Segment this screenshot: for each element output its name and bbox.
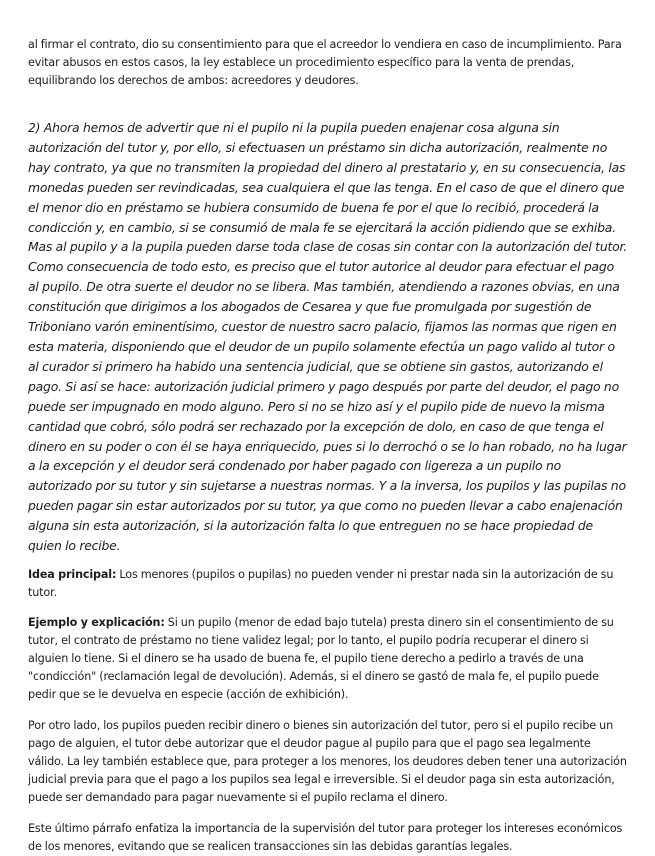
main-idea-text: Los menores (pupilos o pupilas) no pueden vender ni prestar nada sin la autorización de su tutor. [28, 567, 614, 599]
example-text: Si un pupilo (menor de edad bajo tutela) presta dinero sin el consentimiento de su tutor, el contrato de préstamo no tiene validez legal; por lo tanto, el pupilo podría recuperar el dinero si alguien lo tiene. Si el dinero se ha usado de buena fe, el pupilo tiene derecho a pedirlo a través de una "condicción" (reclamación legal de devolución). Además, si el dinero se gastó de mala fe, el pupilo puede pedir que se le devuelva en especie (acción de exhibición). [28, 615, 614, 701]
main-idea-label: Idea principal: [28, 567, 117, 581]
closing-paragraph: Este último párrafo enfatiza la importancia de la supervisión del tutor para proteger los intereses económicos de los menores, evitando que se realicen transacciones sin las debidas garantías legales. [28, 821, 623, 853]
quoted-legal-text: 2) Ahora hemos de advertir que ni el pupilo ni la pupila pueden enajenar cosa alguna sin autorización del tutor y, por ello, si efectuasen un préstamo sin dicha autorización, realmente no hay contrato, ya que no transmiten la propiedad del dinero al prestatario y, en su consecuencia, las monedas pueden ser revindicadas, sea cualquiera el que las tenga. En el caso de que el dinero que el menor dio en préstamo se hubiera consumido de buena fe por el que lo recibió, procederá la condicción y, en cambio, si se consumió de mala fe se ejercitará la acción pidiendo que se exhiba. Mas al pupilo y a la pupila pueden darse toda clase de cosas sin contar con la autorización del tutor. Como consecuencia de todo esto, es preciso que el tutor autorice al deudor para efectuar el pago al pupilo. De otra suerte el deudor no se libera. Mas también, atendiendo a razones obvias, en una constitución que dirigimos a los abogados de Cesarea y que fue promulgada por sugestión de Triboniano varón eminentísimo, cuestor de nuestro sacro palacio, fijamos las normas que rigen en esta materia, disponiendo que el deudor de un pupilo solamente efectúa un pago valido al tutor o al curador si primero ha habido una sentencia judicial, que se obtiene sin gastos, autorizando el pago. Si así se hace: autorización judicial primero y pago después por parte del deudor, el pago no puede ser impugnado en modo alguno. Pero si no se hizo así y el pupilo pide de nuevo la misma cantidad que cobró, sólo podrá ser rechazado por la excepción de dolo, en caso de que tenga el dinero en su poder o con él se haya enriquecido, pues si lo derrochó o se lo han robado, no ha lugar a la excepción y el deudor será condenado por haber pagado con ligereza a un pupilo no autorizado por su tutor y sin sujetarse a nuestras normas. Y a la inversa, los pupilos y las pupilas no pueden pagar sin estar autorizados por su tutor, ya que como no pueden llevar a cabo enajenación alguna sin esta autorización, si la autorización falta lo que entreguen no se hace propiedad de quien lo recibe. [28, 120, 628, 554]
example-label: Ejemplo y explicación: [28, 615, 165, 629]
document-page [28, 36, 628, 856]
example-paragraph [28, 614, 628, 704]
main-idea-paragraph [28, 566, 628, 602]
intro-paragraph: al firmar el contrato, dio su consentimiento para que el acreedor lo vendiera en caso de incumplimiento. Para evitar abusos en estos casos, la ley establece un procedimiento específico para la venta de prendas, equilibrando los derechos de ambos: acreedores y deudores. [28, 38, 622, 87]
other-side-paragraph: Por otro lado, los pupilos pueden recibir dinero o bienes sin autorización del tutor, pero si el pupilo recibe un pago de alguien, el tutor debe autorizar que el deudor pague al pupilo para que el pago sea legalmente válido. La ley también establece que, para proteger a los menores, los deudores deben tener una autorización judicial previa para que el pago a los pupilos sea legal e irreversible. Si el deudor paga sin esta autorización, puede ser demandado para pagar nuevamente si el pupilo reclama el dinero. [28, 718, 627, 804]
